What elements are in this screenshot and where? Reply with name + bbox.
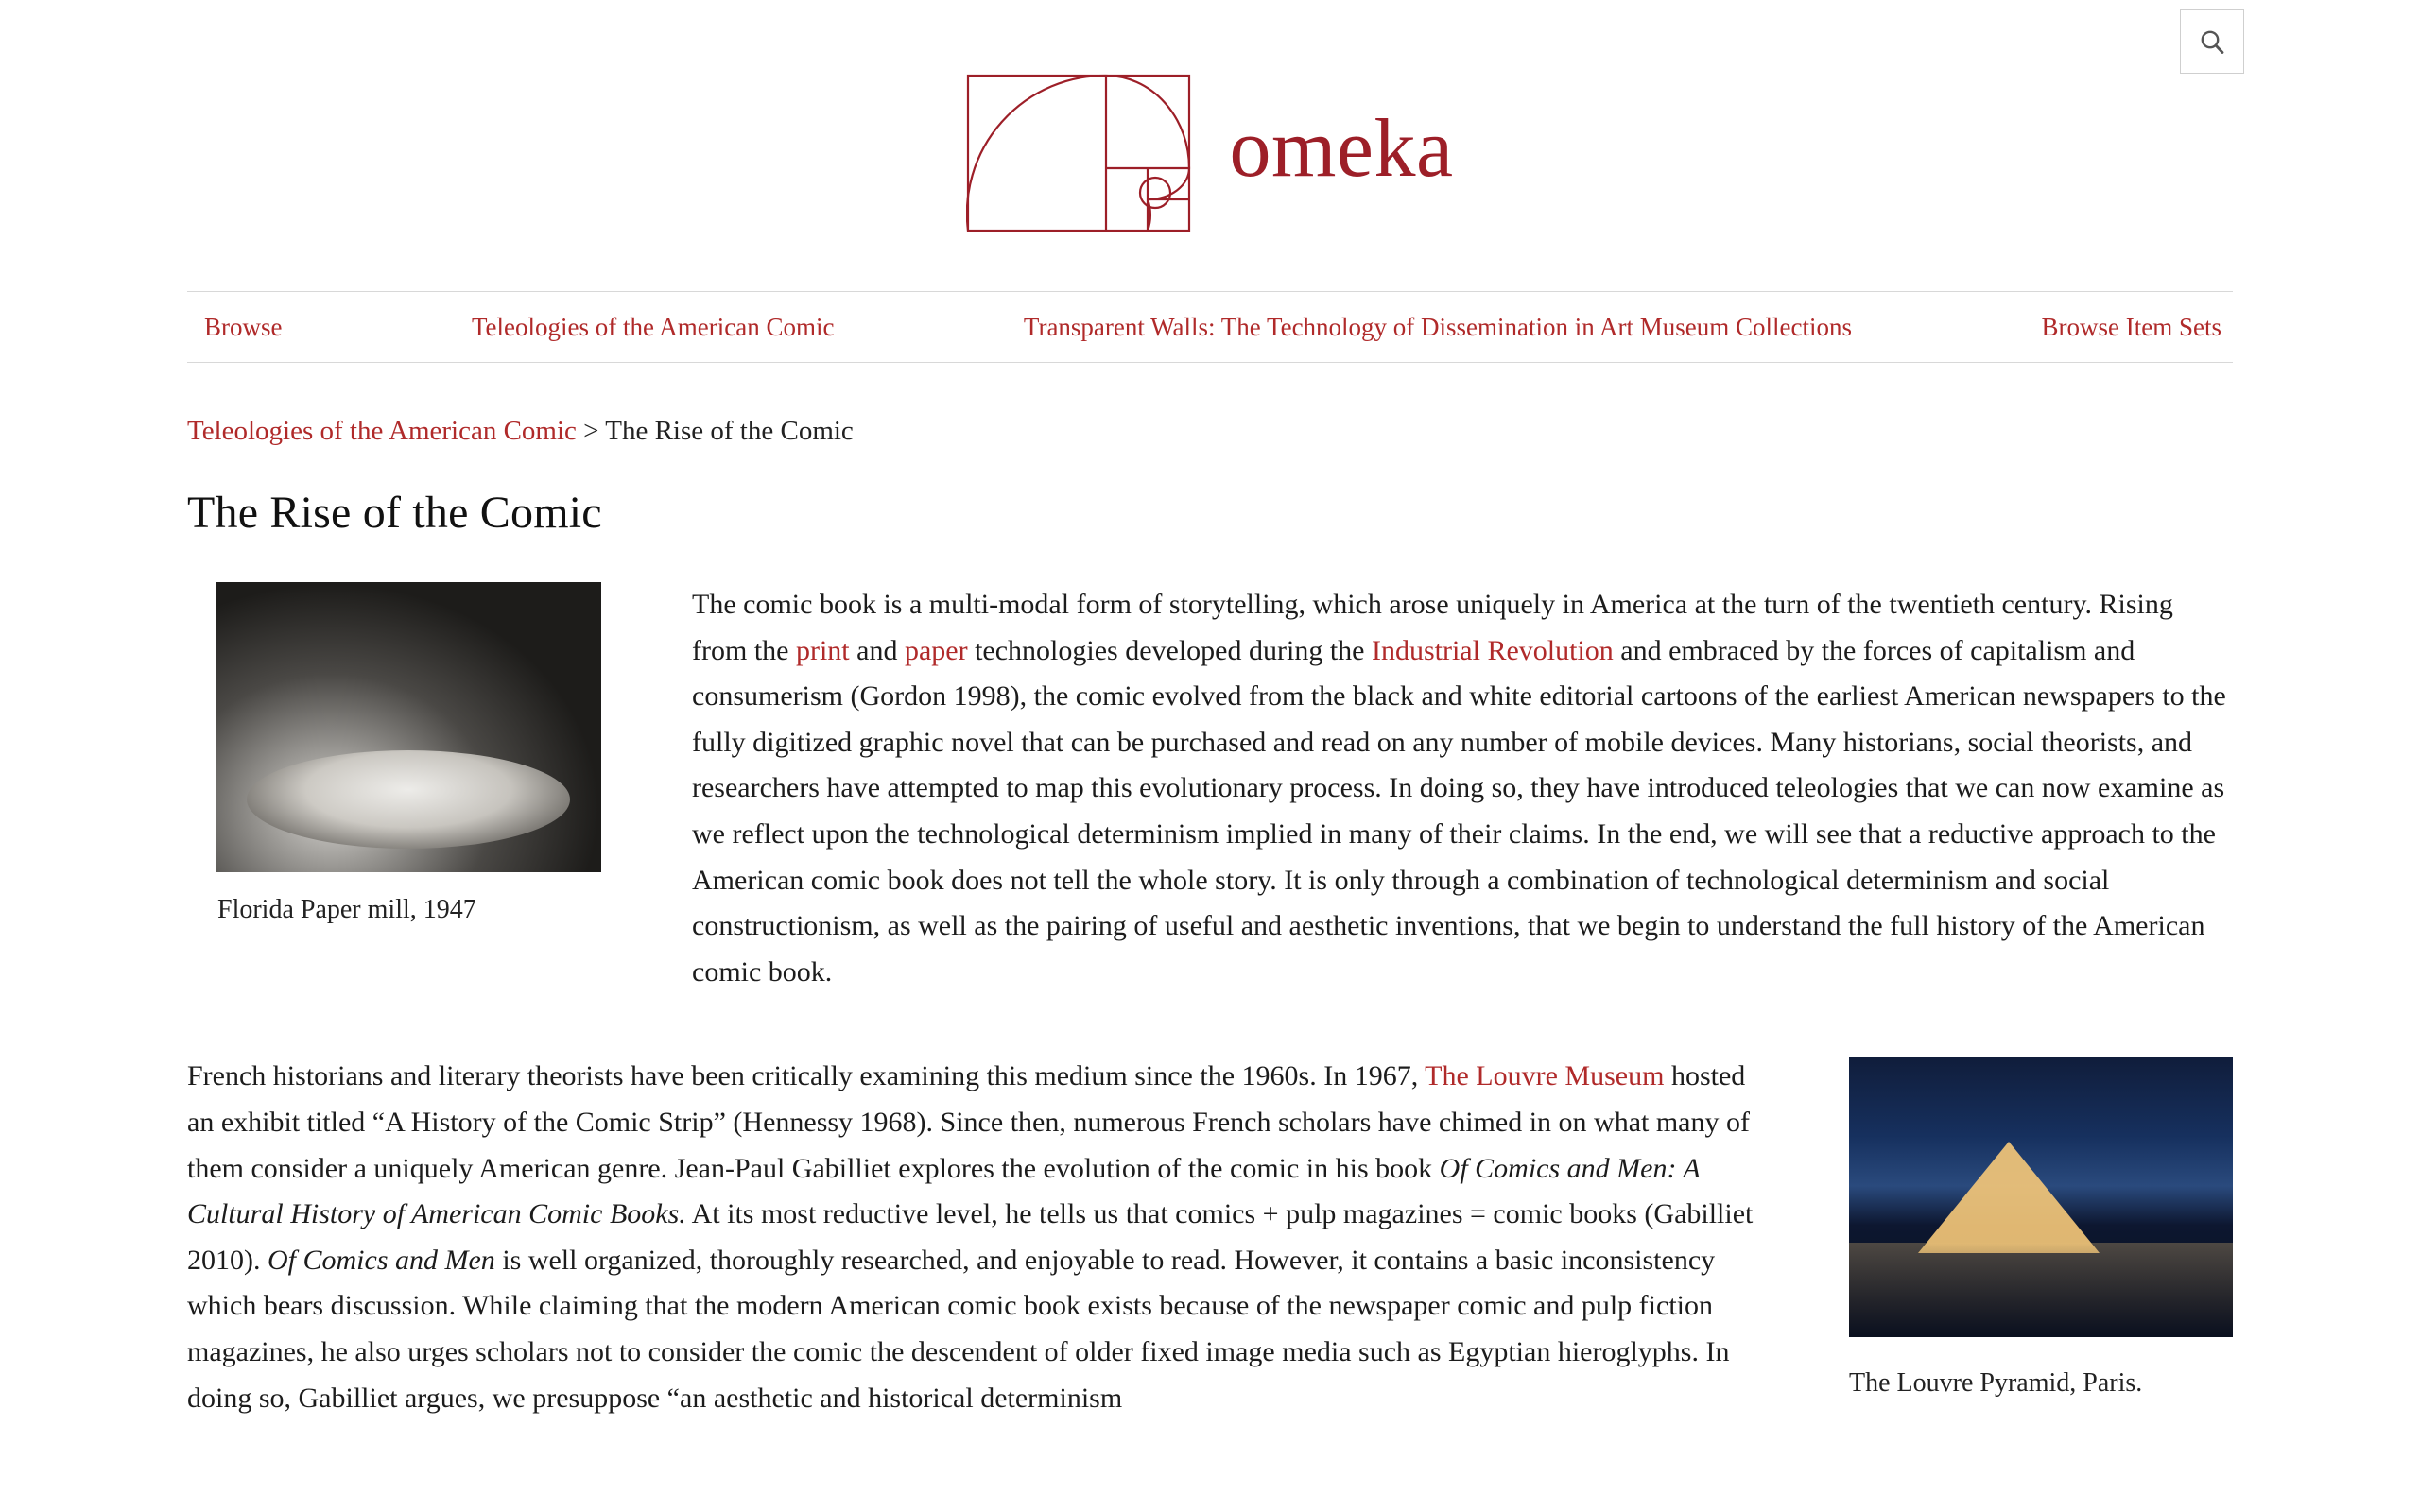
nav-item-browse-item-sets[interactable]: Browse Item Sets <box>2041 312 2221 341</box>
breadcrumb-separator: > <box>583 416 599 446</box>
link-louvre-museum[interactable]: The Louvre Museum <box>1425 1060 1665 1092</box>
content-area <box>187 363 2233 1421</box>
second-paragraph-section <box>187 1054 2233 1421</box>
link-paper[interactable]: paper <box>904 634 968 666</box>
p2-text-4: is well organized, thoroughly researched, and enjoyable to read. However, it contains a basic inconsistency which bears discussion. While claiming that the modern American comic book exists because of the newspaper comic and pulp fiction magazines, he also urges scholars not to consider the comic the descendent of older fixed image media such as Egyptian hieroglyphs. In doing so, Gabilliet argues, we presuppose “an aesthetic and historical determinism <box>187 1244 1730 1414</box>
paper-mill-image[interactable] <box>216 582 601 872</box>
link-print[interactable]: print <box>795 634 850 666</box>
p2-italic-title-2: Of Comics and Men <box>268 1244 495 1276</box>
link-industrial-revolution[interactable]: Industrial Revolution <box>1371 634 1614 666</box>
breadcrumb-current: The Rise of the Comic <box>605 416 854 446</box>
p2-italic-title-1: Of Comics and Men: A Cultural History of American Comic Books. <box>187 1152 1701 1230</box>
site-logo-text: omeka <box>1229 103 1454 195</box>
p2-text-3: At its most reductive level, he tells us that comics + pulp magazines = comic books (Gabilliet 2010). <box>187 1198 1754 1276</box>
p2-text-2: hosted an exhibit titled “A History of the Comic Strip” (Hennessy 1968). Since then, numerous French scholars have chimed in on what many of them consider a uniquely American genre. Jean-Paul Gabilliet explores the evolution of the comic in his book <box>187 1060 1750 1184</box>
figure-louvre-pyramid <box>1849 1057 2233 1404</box>
golden-spiral-icon <box>966 74 1191 232</box>
p1-text-4: and embraced by the forces of capitalism and consumerism (Gordon 1998), the comic evolved from the black and white editorial cartoons of the earliest American newspapers to the fully digitized graphic novel that can be purchased and read on any number of mobile devices. Many historians, social theorists, and researchers have attempted to map this evolutionary process. In doing so, they have introduced teleologies that we can now examine as we reflect upon the technological determinism implied in many of their claims. In the end, we will see that a reductive approach to the American comic book does not tell the whole story. It is only through a combination of technological determinism and social constructionism, as well as the pairing of useful and aesthetic inventions, that we begin to understand the full history of the American comic book. <box>692 634 2226 988</box>
page-title: The Rise of the Comic <box>187 488 602 538</box>
intro-paragraph <box>601 582 2233 995</box>
p1-text-2: and <box>849 634 905 666</box>
p2-text-1: French historians and literary theorists have been critically examining this medium since the 1960s. In 1967, <box>187 1060 1426 1092</box>
p1-text-1: The comic book is a multi-modal form of storytelling, which arose uniquely in America at the turn of the twentieth century. Rising from the <box>692 589 2173 666</box>
nav-item-teleologies[interactable]: Teleologies of the American Comic <box>471 312 835 341</box>
nav-item-transparent-walls[interactable]: Transparent Walls: The Technology of Dissemination in Art Museum Collections <box>1023 312 1853 341</box>
intro-section <box>187 582 2233 995</box>
figure-paper-mill <box>216 582 601 925</box>
site-logo[interactable] <box>0 0 2420 232</box>
main-navigation <box>187 291 2233 363</box>
p1-text-3: technologies developed during the <box>967 634 1372 666</box>
louvre-pyramid-image[interactable] <box>1849 1057 2233 1337</box>
paper-mill-caption: Florida Paper mill, 1947 <box>217 895 476 924</box>
search-button[interactable] <box>2180 9 2244 74</box>
breadcrumb <box>187 416 2233 447</box>
louvre-pyramid-caption: The Louvre Pyramid, Paris. <box>1849 1368 2143 1399</box>
search-icon <box>2198 27 2226 56</box>
nav-item-browse[interactable]: Browse <box>204 312 283 341</box>
breadcrumb-parent-link[interactable]: Teleologies of the American Comic <box>187 416 577 446</box>
